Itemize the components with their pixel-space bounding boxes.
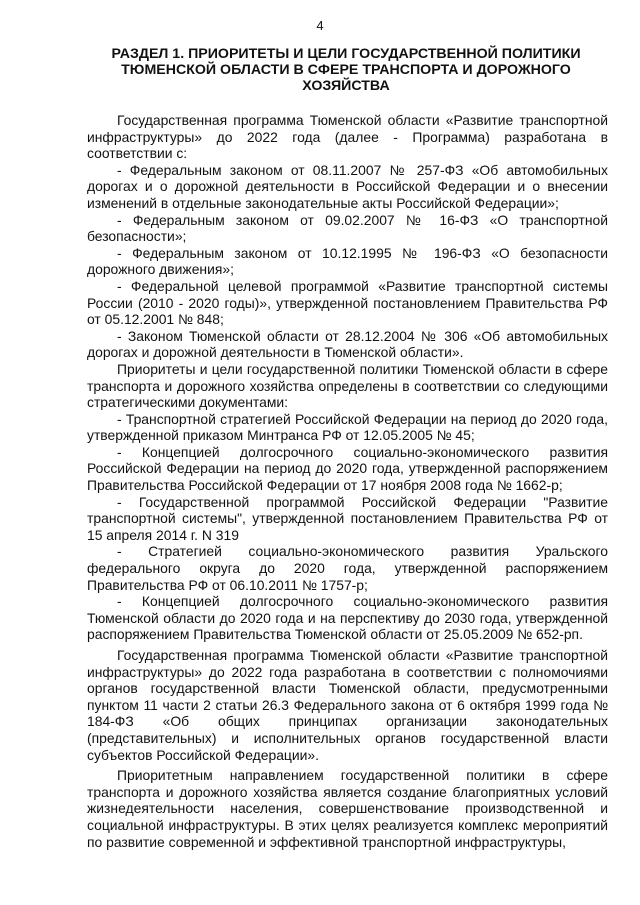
paragraph-authority: Государственная программа Тюменской области «Развитие транспортной инфраструктуры» до 2022 года разработана в соответствии с полномочиями органов государственной власти Тюменской области, предусмотренными пунктом 11 части 2 статьи 26.3 Федерального закона от 6 октября 1999 года № 184-ФЗ «Об общих принципах организации законодательных (представительных) и исполнительных органов государственной власти субъектов Российской Федерации». — [87, 647, 608, 763]
section-heading: РАЗДЕЛ 1. ПРИОРИТЕТЫ И ЦЕЛИ ГОСУДАРСТВЕННОЙ ПОЛИТИКИ ТЮМЕНСКОЙ ОБЛАСТИ В СФЕРЕ ТРАНСПОРТА И ДОРОЖНОГО ХОЗЯЙСТВА — [111, 46, 581, 94]
paragraph-priority-direction: Приоритетным направлением государственной политики в сфере транспорта и дорожного хозяйства является создание благоприятных условий жизнедеятельности населения, совершенствование производственной и социальной инфраструктуры. В этих целях реализуется комплекс мероприятий по развитие современной и эффективной транспортной инфраструктуры, — [87, 767, 608, 850]
page-number: 4 — [316, 18, 324, 33]
paragraph-intro: Государственная программа Тюменской области «Развитие транспортной инфраструктуры» до 2022 года (далее - Программа) разработана в соответствии с: — [87, 112, 608, 162]
list-item-tyumen-concept: - Концепцией долгосрочного социально-экономического развития Тюменской области до 2020 года и на перспективу до 2030 года, утвержденной распоряжением Правительства Тюменской области от 25.05.2009 № 652-рп. — [87, 593, 608, 643]
document-body — [87, 112, 608, 850]
list-item-ural-strategy: - Стратегией социально-экономического развития Уральского федерального округа до 2020 года, утвержденной распоряжением Правительства РФ от 06.10.2011 № 1757-р; — [87, 543, 608, 593]
paragraph-priorities: Приоритеты и цели государственной политики Тюменской области в сфере транспорта и дорожного хозяйства определены в соответствии со следующими стратегическими документами: — [87, 360, 608, 411]
list-item-law-257: - Федеральным законом от 08.11.2007 № 257-ФЗ «Об автомобильных дорогах и о дорожной деятельности в Российской Федерации и о внесении изменений в отдельные законодательные акты Российской Федерации»; — [87, 161, 608, 211]
list-item-law-196: - Федеральным законом от 10.12.1995 № 196-ФЗ «О безопасности дорожного движения»; — [87, 244, 608, 278]
list-item-rf-concept: - Концепцией долгосрочного социально-экономического развития Российской Федерации на период до 2020 года, утвержденной распоряжением Правительства Российской Федерации от 17 ноября 2008 года № 1662-р; — [87, 443, 608, 494]
list-item-law-16: - Федеральным законом от 09.02.2007 № 16-ФЗ «О транспортной безопасности»; — [87, 211, 608, 245]
list-item-regional-law: - Законом Тюменской области от 28.12.2004 № 306 «Об автомобильных дорогах и дорожной деятельности в Тюменской области». — [87, 327, 608, 361]
list-item-federal-program: - Федеральной целевой программой «Развитие транспортной системы России (2010 - 2020 годы)», утвержденной постановлением Правительства РФ от 05.12.2001 № 848; — [87, 277, 608, 328]
list-item-transport-strategy: - Транспортной стратегией Российской Федерации на период до 2020 года, утвержденной приказом Минтранса РФ от 12.05.2005 № 45; — [87, 410, 608, 444]
list-item-state-program: - Государственной программой Российской Федерации "Развитие транспортной системы", утвержденной постановлением Правительства РФ от 15 апреля 2014 г. N 319 — [87, 493, 608, 543]
